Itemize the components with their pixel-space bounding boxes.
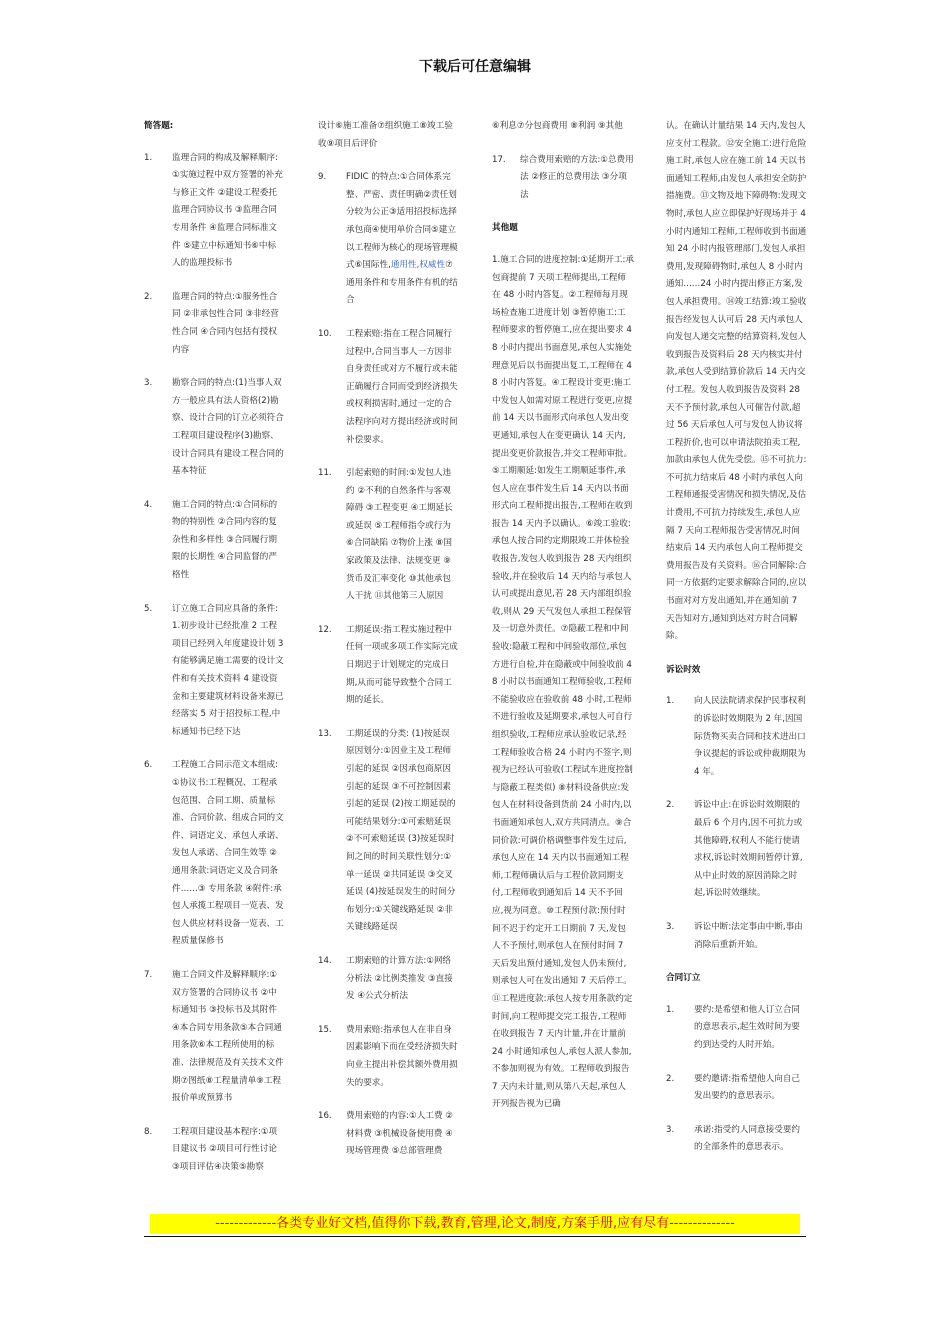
list-item — [318, 1108, 458, 1161]
item-number: 17. — [492, 154, 506, 165]
list-item — [318, 326, 458, 449]
item-number: 13. — [318, 728, 332, 739]
item-number: 3. — [144, 378, 153, 389]
list-item — [144, 289, 284, 359]
item-text: 引起索赔的时间:①发包人违约 ②不利的自然条件与客观障碍 ③工程变更 ④工期延长或延误 ⑤工程师指令或行为 ⑥合同缺陷 ⑦物价上涨 ⑧国家政策及法律、法规变更 ⑨货币及汇率变化 ⑩其他承包人干扰 ⑪其他第三人原因 — [346, 468, 453, 602]
item-text: 施工合同的特点:①合同标的物的特别性 ②合同内容的复杂性和多样性 ③合同履行期限的长期性 ④合同监督的严格性 — [172, 499, 278, 581]
item-text: 工期延误:指工程实施过程中任何一项或多项工作实际完成日期迟于计划规定的完成日期,从而可能导致整个合同工期的延长。 — [346, 624, 458, 706]
list-item — [318, 465, 458, 606]
column-2 — [318, 118, 458, 1177]
item-number: 1. — [666, 1004, 675, 1015]
item-number: 15. — [318, 1024, 332, 1035]
item-text: 施工合同文件及解释顺序:①双方签署的合同协议书 ②中标通知书 ③投标书及其附件④本合同专用条款⑤本合同通用条款⑥本工程所使用的标准、法律规范及有关技术文件期⑦图纸⑧工程量清单⑨工程报价单或预算书 — [172, 969, 284, 1104]
item-text: 勘察合同的特点:(1)当事人双方一般应具有法人资格(2)勘察、设计合同的订立必须符合工程项目建设程序(3)勘察、设计合同具有建设工程合同的基本特征 — [172, 378, 284, 477]
item-text-part: FIDIC 的特点:①合同体系完整、严密、责任明确②责任划分较为公正③适用招投标选择承包商④使用单价合同⑤建立以工程师为核心的现场管理模式⑥国际性, — [346, 172, 458, 271]
item-text: 费用索赔:指承包人在非自身因素影响下而在受经济损失时向业主提出补偿其额外费用损失的要求。 — [346, 1024, 458, 1088]
page-header: 下载后可任意编辑 — [419, 59, 531, 75]
list-item — [318, 1022, 458, 1092]
item-number: 10. — [318, 328, 332, 339]
column-1 — [144, 118, 284, 1192]
list-item — [666, 919, 808, 954]
list-item — [318, 169, 458, 310]
column-3 — [492, 118, 634, 1130]
item-number: 1. — [144, 152, 153, 163]
section-title-limitation: 诉讼时效 — [666, 664, 701, 675]
item-text: 工程索赔:指在工程合同履行过程中,合同当事人一方因非自身责任或对方不履行或未能正确履行合同而受到经济损失或权利损害时,通过一定的合法程序向对方提出经济或时间补偿要求。 — [346, 328, 458, 445]
list-item — [144, 497, 284, 585]
item-number: 8. — [144, 1126, 153, 1137]
item-text: 工程项目建设基本程序:①项目建议书 ②项目可行性讨论③项目评估④决策⑤勘察 — [172, 1126, 278, 1172]
item-number: 1. — [666, 696, 675, 707]
list-item — [666, 1002, 808, 1055]
list-item — [318, 953, 458, 1006]
item-text: 工期索赔的计算方法:①网络分析法 ②比例类推发 ③直接发 ④公式分析法 — [346, 955, 453, 1002]
item-text: 工期延误的分类: (1)按延误原因划分:①因业主及工程师引起的延误 ②因承包商原因引起的延误 ③不可控制因素引起的延误 (2)按工期延误的可能结果划分:①可索赔延误 ②不可索赔延误 (3)按延误时间之间的时间关联性划分:①单一延误 ②共同延误 ③交叉延误 (4)按延误发生的时间分布划分:①关键线路延误 ②非关键线路延误 — [346, 728, 456, 933]
list-item — [144, 601, 284, 742]
item-text: 诉讼中止:在诉讼时效期限的最后 6 个月内,因不可抗力或其他障碍,权利人不能行使请求权,诉讼时效期间暂停计算,从中止时效的原因消除之时起,诉讼时效继续。 — [694, 800, 803, 899]
item-text: 要约邀请:指希望他人向自己发出要约的意思表示。 — [694, 1073, 801, 1102]
progress-control-text: 1.施工合同的进度控制:①延期开工:承包商提前 7 天项工程师提出,工程师在 48 小时内答复。②工程师每月现场检查施工进度计划 ③暂停施工:工程师要求的暂停施工,应在提出要求 48 小时内提出书面意见,承包人实施处理意见后以书面提出复工,工程师在 48 小时内答复。④工程设计变更:施工中发包人如需对原工程进行变更,应提前 14 天以书面形式向承包人发出变更通知,承包人在变更确认 14 天内,提出变更价款报告,并交工程师审批。⑤工期顺延:如发生工期顺延事件,承包人应在事件发生后 14 天内以书面形式向工程师提出报告,工程师在收到报告 14 天内予以确认。⑥竣工验收:承包人按合同约定期限竣工并体检验收报告,发包人收到报告 28 天内组织验收,并在验收后 14 天内给与承包人认可或提出意见,若 28 天内部组织验收,则从 29 天气发包人承担工程保管及一切意外责任。⑦隐蔽工程和中间验收:隐蔽工程和中间验收部位,承包方进行自检,并在隐蔽或中间验收前 48 小时以书面通知工程师验收,工程师不能验收应在验收前 48 小时,工程师不进行验收及延期要求,承包人可自行组织验收,工程师应承认验收记录,经工程师验收合格 24 小时内不签字,则视为已经认可验收(工程试车进度控制与隐蔽工程类似) ⑧材料设备供应:发包人在材料设备到货前 24 小时内,以书面通知承包人,双方共同清点。⑨合同价款:可调价格调整事件发生过后,承包人应在 14 天内以书面通知工程师,工程师确认后与工程价款同期支付,工程师收到通知后 14 天不予回应,视为同意。⑩工程预付款:预付时间不迟于约定开工日期前 7 天,发包人不予预付,则承包人在预付时间 7 天后发出预付通知,发包人仍未预付,则承包人可在发出通知 7 天后停工。⑪工程进度款:承包人按专用条款约定时间,向工程师提交完工报告,工程师在收到报告 7 天内计量,并在计量前 24 小时通知承包人,承包人派人参加,不参加则视为有效。工程师收到报告 7 天内未计量,则从第八天起,承包人开列报告视为已确 — [492, 254, 635, 1110]
item-text: 要约:是希望和他人订立合同的意思表示,起生效时间为要约到达受约人时开始。 — [694, 1004, 801, 1050]
item-number: 2. — [666, 1073, 675, 1084]
list-item — [666, 797, 808, 903]
item-number: 2. — [144, 291, 153, 302]
item-text: 向人民法院请求保护民事权利的诉讼时效期限为 2 年,因国际货物买卖合同和技术进出口争议提起的诉讼或仲裁期限为 4 年。 — [694, 696, 806, 777]
item-text — [346, 169, 458, 310]
item-number: 3. — [666, 921, 675, 932]
section-title-contract-formation: 合同订立 — [666, 973, 701, 984]
list-item — [318, 726, 458, 937]
item-text: 工程施工合同示范文本组成:①协议书:工程概况、工程承包范围、合同工期、质量标准、合同价款、组成合同的文件、词语定义、承包人承诺、发包人承诺、合同生效等 ②通用条款:词语定义及合同条件……③ 专用条款 ④附件:承包人承揽工程项目一览表、发包人供应材料设备一览表、工程质量保修书 — [172, 760, 284, 947]
item-number: 16. — [318, 1111, 332, 1122]
footer-divider — [144, 1236, 806, 1237]
continued-text: ⑥利息⑦分包商费用 ⑧利润 ⑨其他 — [492, 121, 623, 131]
item-text-part: ⑦通用条件和专用条件有机的结合 — [346, 260, 458, 306]
item-number: 3. — [666, 1124, 675, 1135]
item-number: 12. — [318, 624, 332, 635]
item-number: 2. — [666, 800, 675, 811]
section-title-other: 其他题 — [492, 223, 518, 234]
list-item — [144, 375, 284, 481]
list-item — [318, 622, 458, 710]
item-number: 4. — [144, 499, 153, 510]
column-4 — [666, 118, 808, 1173]
item-number: 9. — [318, 172, 327, 183]
list-item — [666, 1071, 808, 1106]
list-item — [666, 1122, 808, 1157]
item-text: 承诺:指受约人同意接受要约的全部条件的意思表示。 — [694, 1124, 801, 1153]
list-item — [144, 757, 284, 951]
item-number: 7. — [144, 969, 153, 980]
item-number: 14. — [318, 955, 332, 966]
item-number: 5. — [144, 603, 153, 614]
item-text: 费用索赔的内容:①人工费 ②材料费 ③机械设备使用费 ④现场管理费 ⑤总部管理费 — [346, 1111, 453, 1157]
list-item — [144, 1124, 284, 1177]
item-text: 监理合同的构成及解释顺序:①实施过程中双方签署的补充与修正文件 ②建设工程委托监理合同协议书 ③监理合同专用条件 ④监理合同标准文件 ⑤建立中标通知书⑥中标人的监理投标书 — [172, 152, 283, 269]
list-item — [144, 967, 284, 1108]
item-text: 订立施工合同应具备的条件:1.初步设计已经批准 2 工程项目已经列入年度建设计划 3 有能够满足施工需要的设计文件和有关技术资料 4 建设资金和主要建筑材料设备来源已经落实 5 对于招投标工程,中标通知书已经下达 — [172, 603, 284, 737]
footer-banner: -------------各类专业好文档,值得你下载,教育,管理,论文,制度,方案手册,应有尽有-------------- — [150, 1214, 800, 1234]
item-number: 6. — [144, 760, 153, 771]
list-item — [666, 693, 808, 781]
list-item — [144, 150, 284, 273]
item-text: 监理合同的特点:①服务性合同 ②非承包性合同 ③非经营性合同 ④合同内包括有授权内容 — [172, 291, 279, 355]
item-text-highlight: 通用性,权威性 — [390, 260, 446, 271]
continued-text: 认。在确认计量结果 14 天内,发包人应支付工程款。⑫安全施工:进行危险施工时,承包人应在施工前 14 天以书面通知工程师,由发包人承担安全防护措施费。⑬文物及地下障碍物:发现文物时,承包人应立即保护好现场并于 4 小时内通知工程师,工程师收到书面通知 24 小时内报管理部门,发包人承担费用,发现障碍物时,承包人 8 小时内通知……24 小时内提出修正方案,发包人承担费用。⑭竣工结算:竣工验收报告经发包人认可后 28 天内承包人向发包人递交完整的结算资料,发包人收到报告及资料后 28 天内核实并付款,承包人受到结算价款后 14 天内交付工程。发包人收到报告及资料 28 天不予预付款,承包人可催告付款,超过 56 天后承包人可与发包人协议将工程折价,也可以申请法院拍卖工程,加款由承包人优先受偿。⑮不可抗力:不可抗力结束后 48 小时内承包人向工程师通报受害情况和损失情况,及估计费用,不可抗力持续发生,承包人应隔 7 天向工程师报告受害情况,时间结束后 14 天内承包人向工程师提交费用报告及有关资料。⑯合同解除:合同一方依据约定要求解除合同的,应以书面对对方发出通知,并在通知前 7 天告知对方,通知到达对方时合同解除。 — [666, 121, 807, 642]
item-text: 综合费用索赔的方法:①总费用法 ②修正的总费用法 ③分项法 — [520, 154, 634, 200]
item-number: 11. — [318, 468, 332, 479]
continued-text: 设计⑥施工准备⑦组织施工⑧竣工验收⑨项目后评价 — [318, 121, 453, 149]
section-title-short-answer: 简答题: — [144, 121, 174, 131]
item-text: 诉讼中断:法定事由中断,事由消除后重新开始。 — [694, 921, 803, 950]
list-item — [492, 152, 634, 205]
